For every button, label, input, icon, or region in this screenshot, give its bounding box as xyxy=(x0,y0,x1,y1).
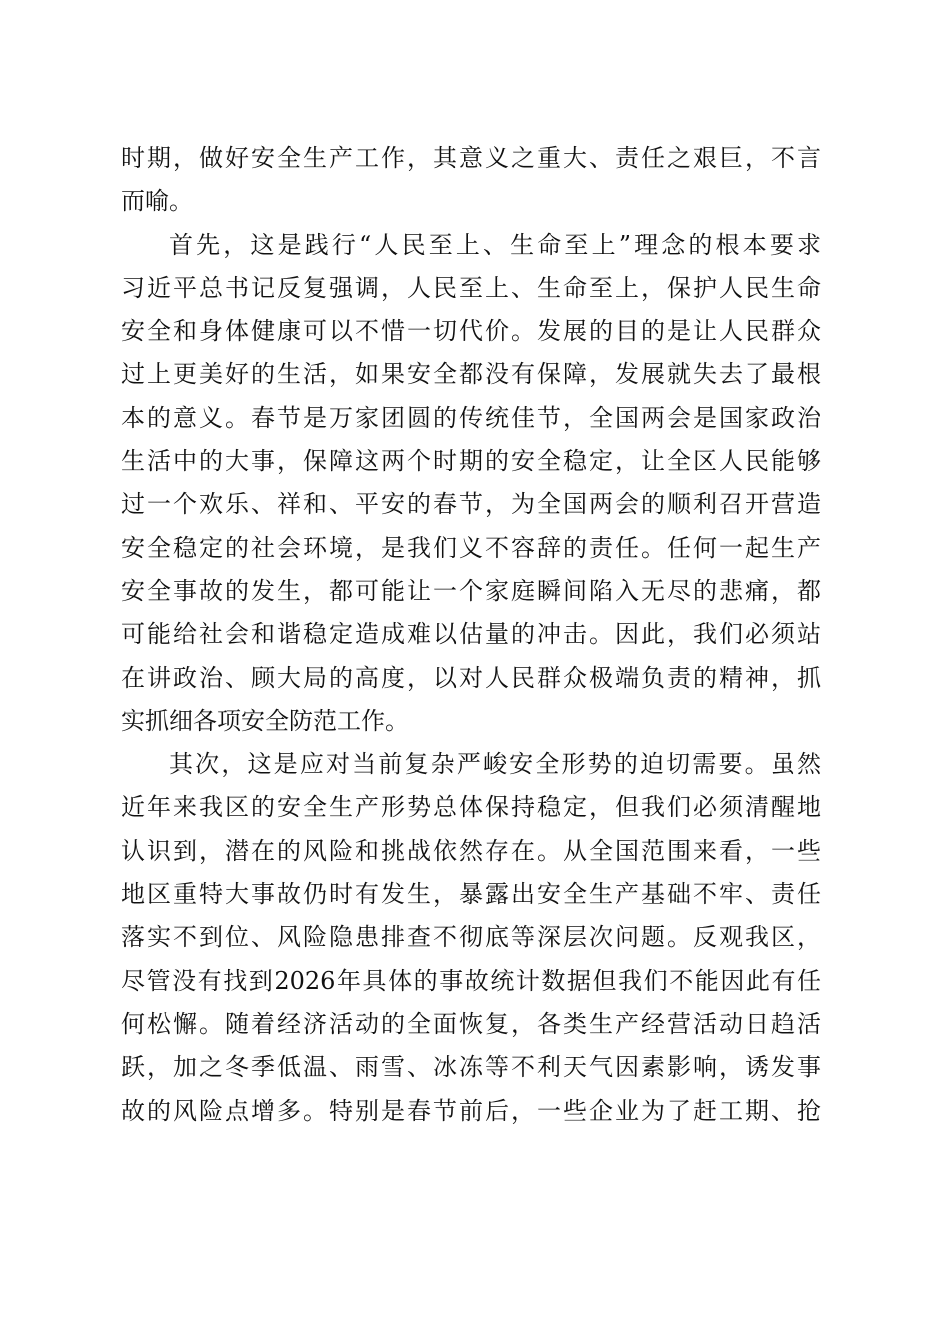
text-line: 安全事故的发生，都可能让一个家庭瞬间陷入无尽的悲痛，都 xyxy=(121,576,821,605)
text-line: 习近平总书记反复强调，人民至上、生命至上，保护人民生命 xyxy=(121,273,821,302)
document-body xyxy=(121,137,821,1133)
text-line: 跃，加之冬季低温、雨雪、冰冻等不利天气因素影响，诱发事 xyxy=(121,1053,821,1082)
text-line: 安全稳定的社会环境，是我们义不容辞的责任。任何一起生产 xyxy=(121,533,821,562)
text-line: 安全和身体健康可以不惜一切代价。发展的目的是让人民群众 xyxy=(121,317,821,346)
text-line: 在讲政治、顾大局的高度，以对人民群众极端负责的精神，抓 xyxy=(121,663,821,692)
paragraph-first-point xyxy=(121,224,821,744)
text-line: 可能给社会和谐稳定造成难以估量的冲击。因此，我们必须站 xyxy=(121,620,821,649)
text-line: 地区重特大事故仍时有发生，暴露出安全生产基础不牢、责任 xyxy=(121,880,821,909)
text-line: 本的意义。春节是万家团圆的传统佳节，全国两会是国家政治 xyxy=(121,403,821,432)
text-line: 过上更美好的生活，如果安全都没有保障，发展就失去了最根 xyxy=(121,360,821,389)
text-line: 何松懈。随着经济活动的全面恢复，各类生产经营活动日趋活 xyxy=(121,1009,821,1038)
text-line: 故的风险点增多。特别是春节前后，一些企业为了赶工期、抢 xyxy=(121,1096,821,1125)
paragraph-continuation xyxy=(121,137,821,224)
text-line: 其次，这是应对当前复杂严峻安全形势的迫切需要。虽然 xyxy=(169,750,821,779)
text-line: 尽管没有找到2026年具体的事故统计数据但我们不能因此有任 xyxy=(121,966,821,995)
text-line: 认识到，潜在的风险和挑战依然存在。从全国范围来看，一些 xyxy=(121,836,821,865)
text-line: 生活中的大事，保障这两个时期的安全稳定，让全区人民能够 xyxy=(121,447,821,476)
text-line: 落实不到位、风险隐患排查不彻底等深层次问题。反观我区， xyxy=(121,923,821,952)
text-line: 首先，这是践行“人民至上、生命至上”理念的根本要求 xyxy=(169,230,821,259)
text-line: 近年来我区的安全生产形势总体保持稳定，但我们必须清醒地 xyxy=(121,793,821,822)
text-line: 而喻。 xyxy=(121,187,193,216)
text-line: 实抓细各项安全防范工作。 xyxy=(121,706,409,735)
text-line: 时期，做好安全生产工作，其意义之重大、责任之艰巨，不言 xyxy=(121,144,821,172)
paragraph-second-point xyxy=(121,743,821,1133)
text-line: 过一个欢乐、祥和、平安的春节，为全国两会的顺利召开营造 xyxy=(121,490,821,519)
